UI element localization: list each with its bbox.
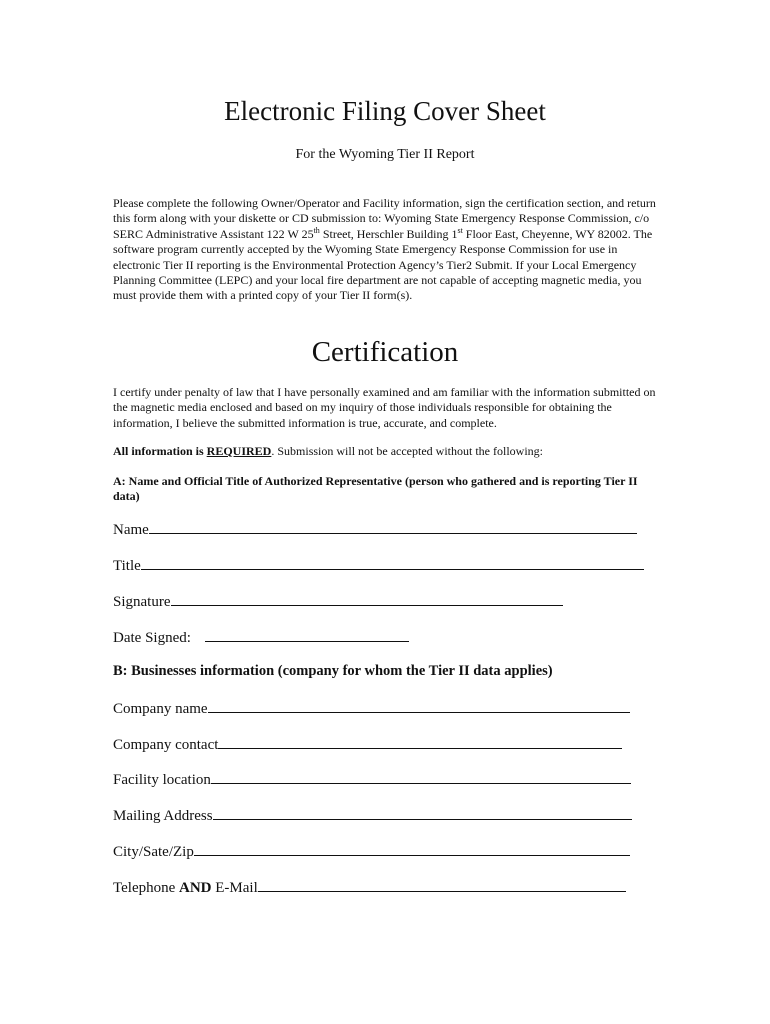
facility-location-label: Facility location <box>113 772 211 788</box>
company-contact-label: Company contact <box>113 737 219 753</box>
city-state-zip-label: City/Sate/Zip <box>113 844 194 860</box>
city-state-zip-field-row <box>113 841 630 861</box>
facility-location-input-line[interactable] <box>211 769 631 784</box>
telephone-label: Telephone <box>113 880 180 896</box>
telephone-email-input-line[interactable] <box>258 877 626 892</box>
name-field-row <box>113 519 637 539</box>
company-name-input-line[interactable] <box>208 698 630 713</box>
mailing-address-field-row <box>113 805 632 825</box>
title-input-line[interactable] <box>141 555 644 570</box>
name-input-line[interactable] <box>149 519 637 534</box>
page-subtitle: For the Wyoming Tier II Report <box>295 147 475 162</box>
intro-sup-2: st <box>457 225 463 235</box>
company-contact-field-row <box>113 734 622 754</box>
intro-text-3: Floor East, Cheyenne, WY 82002. The software program currently accepted by the Wyoming State Emergency Response Commission for use in electronic Tier II reporting is the Environmental Protection Agency’s Tier2 Submit. If your Local Emergency Planning Committee (LEPC) and your local fire department are not capable of accepting magnetic media, you must provide them with a printed copy of your Tier II form(s). <box>113 226 653 303</box>
intro-sup-1: th <box>313 225 320 235</box>
date-signed-field-row <box>113 627 409 647</box>
telephone-email-field-row <box>113 877 626 897</box>
city-state-zip-input-line[interactable] <box>194 841 630 856</box>
signature-input-line[interactable] <box>171 591 563 606</box>
telephone-and-label: AND <box>179 880 212 896</box>
company-name-field-row <box>113 698 630 718</box>
intro-text-2: Street, Herschler Building 1 <box>319 226 458 241</box>
facility-location-field-row <box>113 769 631 789</box>
company-name-label: Company name <box>113 701 208 717</box>
required-suffix: . Submission will not be accepted without the following: <box>271 444 543 458</box>
company-contact-input-line[interactable] <box>218 734 622 749</box>
mailing-address-input-line[interactable] <box>213 805 632 820</box>
mailing-address-label: Mailing Address <box>113 808 213 824</box>
required-notice <box>113 444 658 459</box>
intro-text-1: Please complete the following Owner/Operator and Facility information, sign the certification section, and return this form along with your diskette or CD submission to: Wyoming State Emergency Response Commission, c/o SERC Administrative Assistant 122 W 25 <box>113 196 656 241</box>
required-word: REQUIRED <box>206 444 272 458</box>
title-label: Title <box>113 558 141 574</box>
section-a-heading: A: Name and Official Title of Authorized Representative (person who gathered and is reporting Tier II data) <box>113 474 638 504</box>
certification-statement: I certify under penalty of law that I have personally examined and am familiar with the information submitted on the magnetic media enclosed and based on my inquiry of those individuals responsible for obtaining the information, I believe the submitted information is true, accurate, and complete. <box>113 385 656 430</box>
signature-field-row <box>113 591 563 611</box>
title-field-row <box>113 555 644 575</box>
date-signed-input-line[interactable] <box>205 627 409 642</box>
page-title: Electronic Filing Cover Sheet <box>224 96 546 126</box>
certification-heading: Certification <box>311 336 459 368</box>
section-b-heading: B: Businesses information (company for whom the Tier II data applies) <box>113 663 553 679</box>
date-signed-label: Date Signed: <box>113 630 191 646</box>
name-label: Name <box>113 522 149 538</box>
intro-paragraph <box>113 196 658 304</box>
required-prefix: All information is <box>113 444 207 458</box>
email-label: E-Mail <box>211 880 258 896</box>
signature-label: Signature <box>113 594 171 610</box>
